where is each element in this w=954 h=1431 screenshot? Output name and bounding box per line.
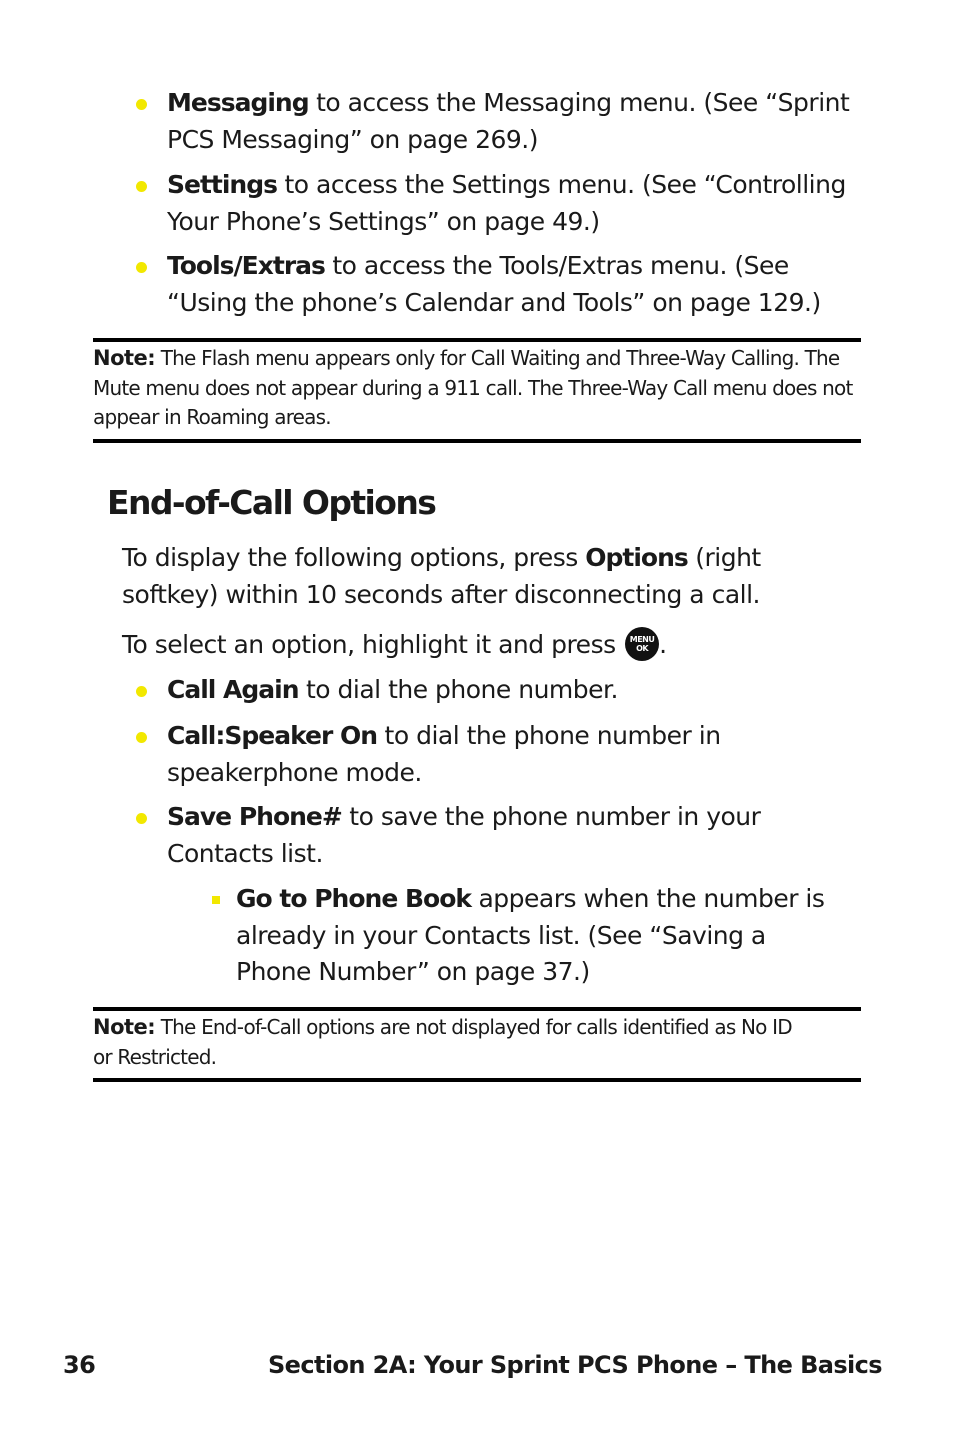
note-top-rule	[93, 338, 861, 342]
para-text: .	[659, 630, 667, 659]
bullet-term: Tools/Extras	[167, 251, 325, 280]
bullet-text: to access the Messaging menu. (See “Sprint PCS Messaging” on page 269.)	[167, 88, 850, 154]
option-text: to dial the phone number.	[298, 675, 618, 704]
bullet-dot-icon	[136, 181, 147, 192]
bullet-item-tools-extras	[167, 248, 867, 321]
instruction-display-options	[122, 540, 862, 613]
bullet-term: Messaging	[167, 88, 309, 117]
option-save-phone	[167, 799, 867, 872]
option-term: Save Phone#	[167, 802, 342, 831]
option-text: to dial the phone number in speakerphone mode.	[167, 721, 721, 787]
square-bullet-icon	[212, 896, 220, 904]
menu-ok-icon: MENU OK	[625, 627, 659, 661]
para-text: To display the following options, press	[122, 543, 586, 572]
para-text: To select an option, highlight it and press	[122, 630, 624, 659]
bullet-dot-icon	[136, 686, 147, 697]
bullet-item-settings	[167, 167, 867, 240]
note-label: Note:	[93, 1015, 156, 1039]
note-flash-menu	[93, 344, 861, 433]
note2-bottom-rule	[93, 1078, 861, 1082]
note2-top-rule	[93, 1007, 861, 1011]
note-text: The Flash menu appears only for Call Waiting and Three-Way Calling. The Mute menu does not appear during a 911 call. The Three-Way Call menu does not appear in Roaming areas.	[93, 346, 853, 429]
note-bottom-rule	[93, 439, 861, 443]
note-label: Note:	[93, 346, 156, 370]
bullet-term: Settings	[167, 170, 278, 199]
option-term: Call Again	[167, 675, 299, 704]
options-term: Options	[585, 543, 688, 572]
bullet-dot-icon	[136, 732, 147, 743]
para-text: (right softkey) within 10 seconds after disconnecting a call.	[122, 543, 761, 609]
option-text: to save the phone number in your Contacts list.	[167, 802, 761, 868]
option-text: appears when the number is already in your Contacts list. (See “Saving a Phone Number” on page 37.)	[236, 884, 825, 986]
option-call-again	[167, 672, 867, 709]
bullet-dot-icon	[136, 99, 147, 110]
bullet-dot-icon	[136, 262, 147, 273]
note-text: The End-of-Call options are not displayed for calls identified as No ID or Restricted.	[93, 1015, 792, 1069]
section-title: End-of-Call Options	[107, 483, 436, 522]
bullet-item-messaging	[167, 85, 867, 158]
note-end-of-call	[93, 1013, 793, 1072]
sub-option-go-to-phone-book	[236, 881, 836, 991]
option-call-speaker-on	[167, 718, 867, 791]
bullet-text: to access the Settings menu. (See “Controlling Your Phone’s Settings” on page 49.)	[167, 170, 846, 236]
bullet-text: to access the Tools/Extras menu. (See “Using the phone’s Calendar and Tools” on page 129.)	[167, 251, 821, 317]
option-term: Call:Speaker On	[167, 721, 378, 750]
instruction-select-option	[122, 627, 862, 664]
section-footer: Section 2A: Your Sprint PCS Phone – The Basics	[267, 1351, 882, 1379]
option-term: Go to Phone Book	[236, 884, 472, 913]
page-number: 36	[63, 1351, 96, 1379]
bullet-dot-icon	[136, 813, 147, 824]
